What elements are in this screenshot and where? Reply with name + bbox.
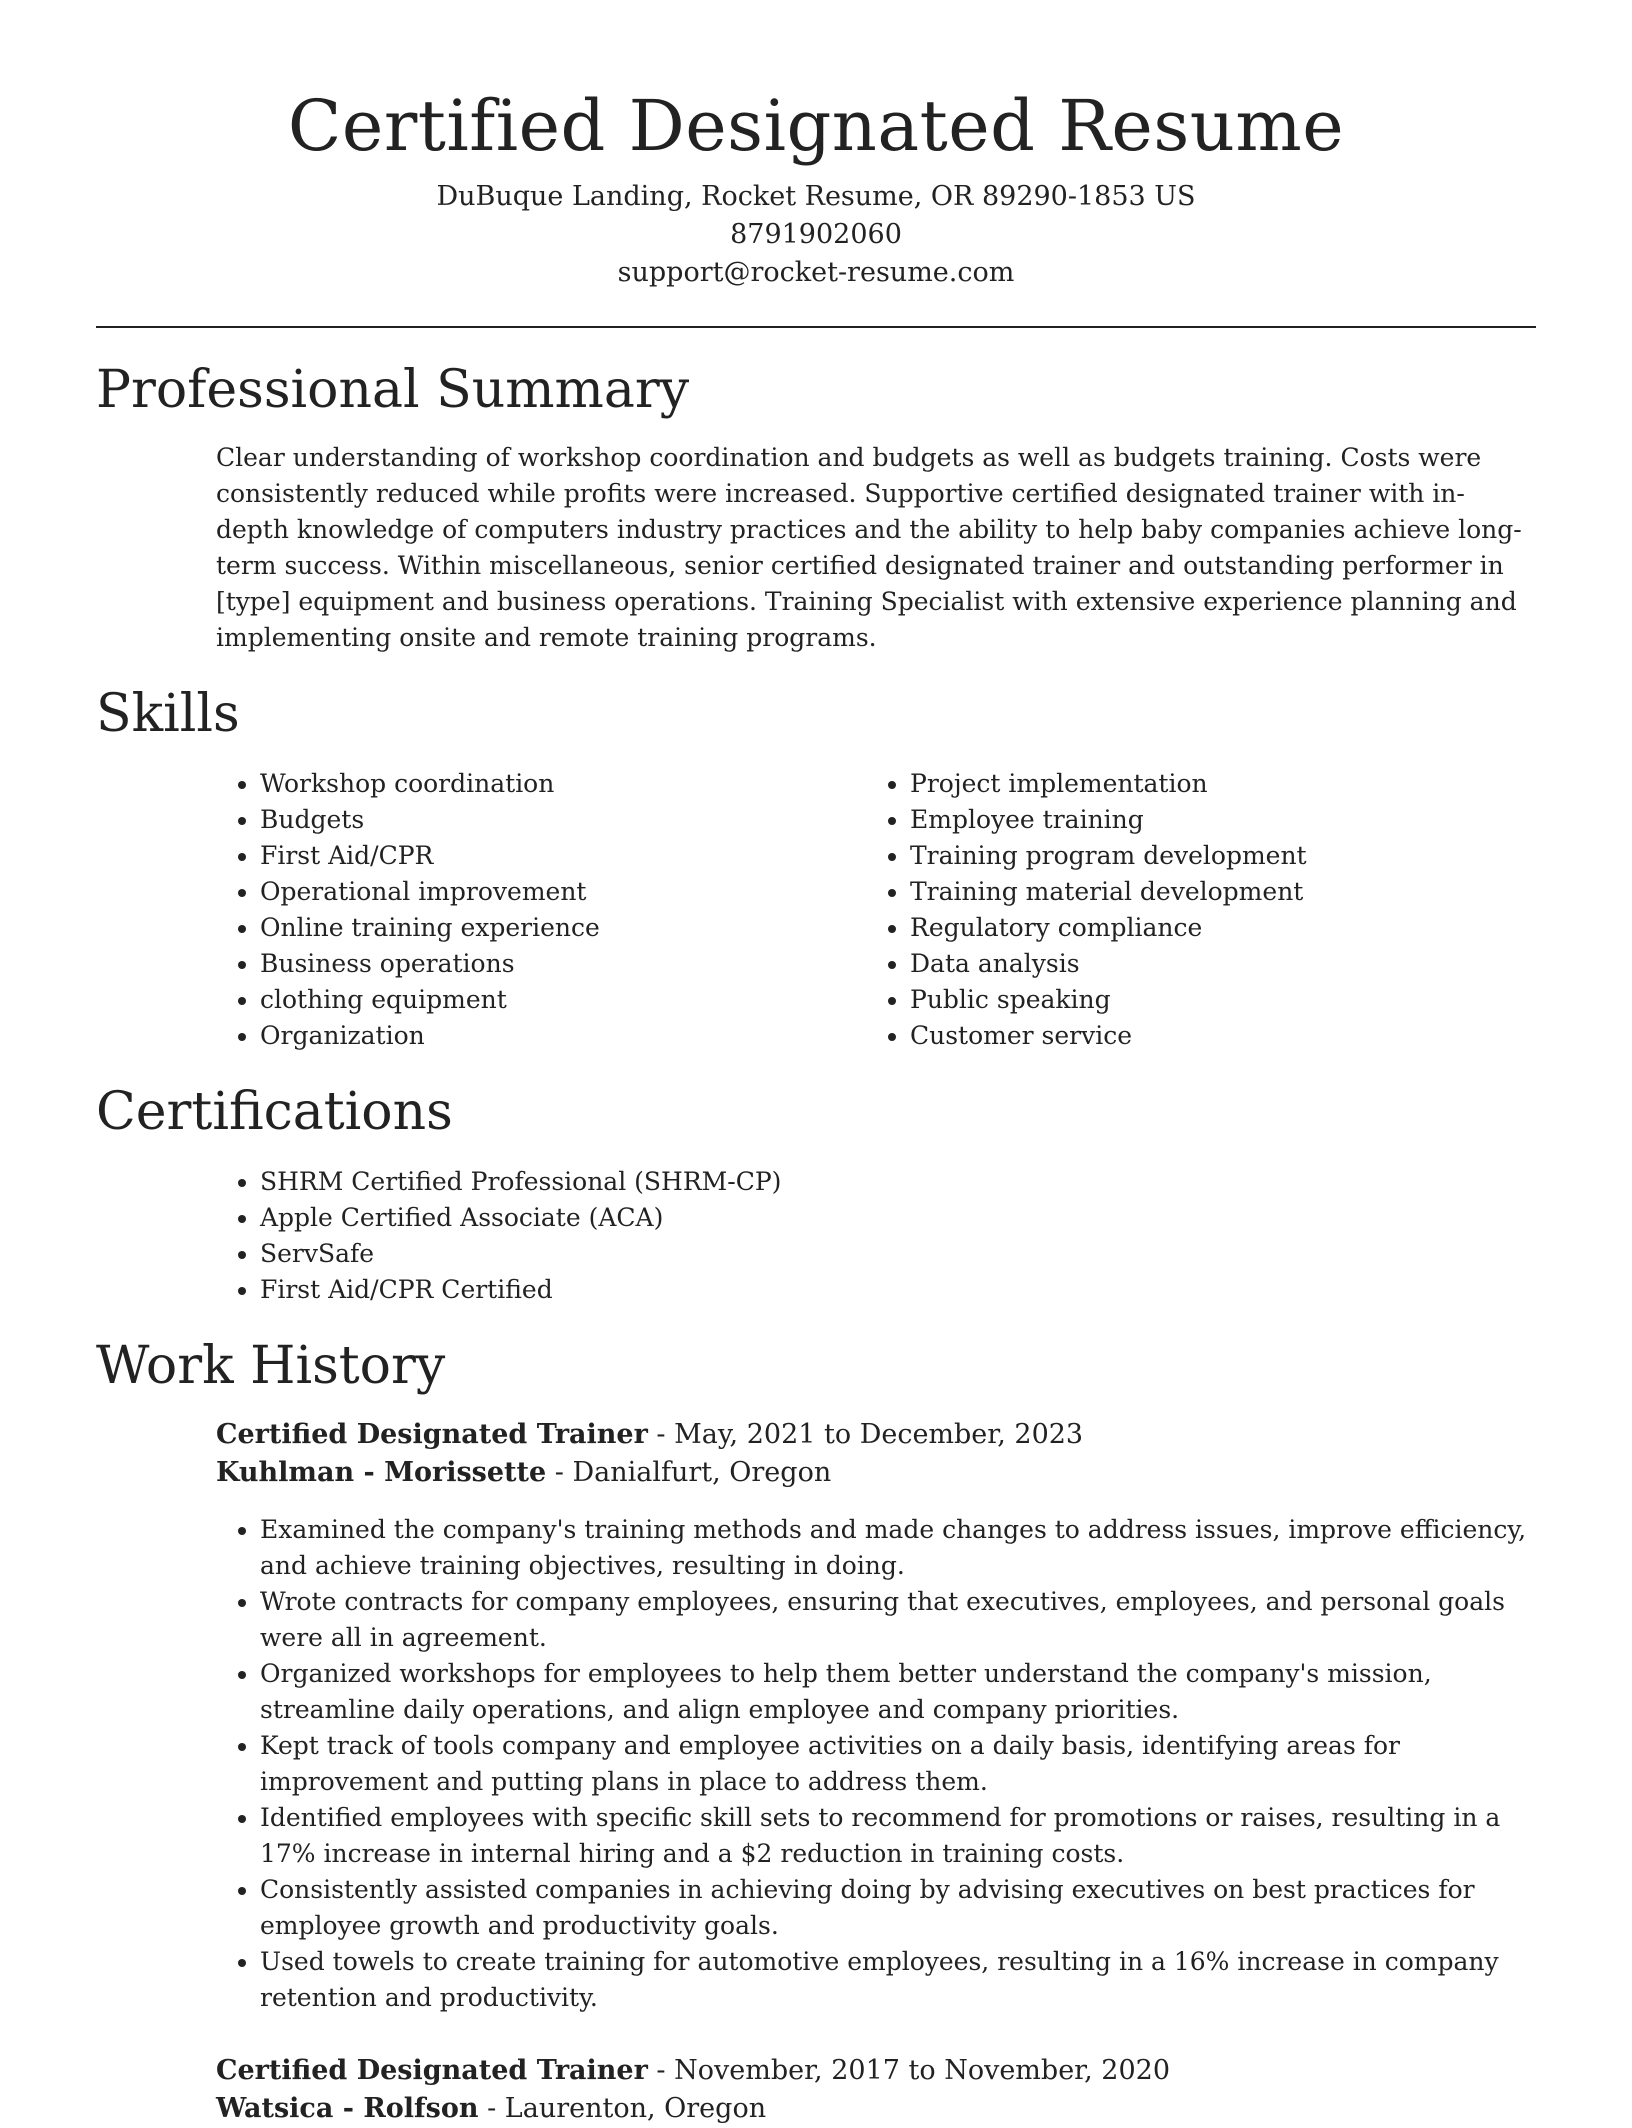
skill-item: • Project implementation bbox=[910, 766, 1516, 802]
skills-column-right bbox=[866, 766, 1516, 1054]
certification-item: • First Aid/CPR Certified bbox=[260, 1272, 1536, 1308]
job-entry bbox=[216, 1416, 1536, 2016]
skill-item: • Budgets bbox=[260, 802, 866, 838]
skill-item: • Regulatory compliance bbox=[910, 910, 1516, 946]
job-company: Watsica - Rolfson bbox=[216, 2093, 479, 2124]
address: DuBuque Landing, Rocket Resume, OR 89290-1853 US bbox=[436, 181, 1196, 212]
job-company: Kuhlman - Morissette bbox=[216, 1457, 547, 1488]
skill-item: • Customer service bbox=[910, 1018, 1516, 1054]
job-location: - Laurenton, Oregon bbox=[478, 2093, 767, 2124]
job-dates: - November, 2017 to November, 2020 bbox=[647, 2055, 1170, 2086]
job-entry bbox=[216, 2052, 1536, 2128]
resume-page bbox=[96, 0, 1536, 2128]
job-role: Certified Designated Trainer bbox=[216, 1419, 648, 1450]
contact-block bbox=[96, 178, 1536, 292]
header-divider bbox=[96, 326, 1536, 328]
skill-item: • Business operations bbox=[260, 946, 866, 982]
job-title-line bbox=[216, 1416, 1536, 1454]
job-company-line bbox=[216, 2090, 1536, 2128]
job-dates: - May, 2021 to December, 2023 bbox=[647, 1419, 1084, 1450]
job-bullet: • Wrote contracts for company employees, ensuring that executives, employees, and personal goals were all in agreement. bbox=[260, 1584, 1530, 1656]
summary-heading: Professional Summary bbox=[96, 360, 690, 420]
certification-item: • Apple Certified Associate (ACA) bbox=[260, 1200, 1536, 1236]
email: support@rocket-resume.com bbox=[617, 257, 1015, 288]
job-bullet: • Identified employees with specific skill sets to recommend for promotions or raises, resulting in a 17% increase in internal hiring and a $2 reduction in training costs. bbox=[260, 1800, 1530, 1872]
certification-item: • SHRM Certified Professional (SHRM-CP) bbox=[260, 1164, 1536, 1200]
skill-item: • First Aid/CPR bbox=[260, 838, 866, 874]
skill-item: • Online training experience bbox=[260, 910, 866, 946]
skill-item: • clothing equipment bbox=[260, 982, 866, 1018]
job-bullet: • Examined the company's training methods and made changes to address issues, improve efficiency, and achieve training objectives, resulting in doing. bbox=[260, 1512, 1530, 1584]
skills-list bbox=[216, 766, 1536, 1054]
certification-item: • ServSafe bbox=[260, 1236, 1536, 1272]
job-company-line bbox=[216, 1454, 1536, 1492]
skill-item: • Data analysis bbox=[910, 946, 1516, 982]
resume-title: Certified Designated Resume bbox=[287, 85, 1345, 167]
skill-item: • Organization bbox=[260, 1018, 866, 1054]
job-title-line bbox=[216, 2052, 1536, 2090]
job-bullet: • Used towels to create training for automotive employees, resulting in a 16% increase in company retention and productivity. bbox=[260, 1944, 1530, 2016]
phone: 8791902060 bbox=[730, 219, 902, 250]
skill-item: • Training material development bbox=[910, 874, 1516, 910]
certifications-list bbox=[216, 1164, 1536, 1308]
skill-item: • Operational improvement bbox=[260, 874, 866, 910]
job-bullet: • Kept track of tools company and employee activities on a daily basis, identifying areas for improvement and putting plans in place to address them. bbox=[260, 1728, 1530, 1800]
summary-text: Clear understanding of workshop coordination and budgets as well as budgets training. Costs were consistently reduced while profits were increased. Supportive certified designated trainer with in-depth knowledge of computers industry practices and the ability to help baby companies achieve long-term success. Within miscellaneous, senior certified designated trainer and outstanding performer in [type] equipment and business operations. Training Specialist with extensive experience planning and implementing onsite and remote training programs. bbox=[216, 443, 1522, 652]
skills-heading: Skills bbox=[96, 684, 240, 744]
skill-item: • Workshop coordination bbox=[260, 766, 866, 802]
skill-item: • Employee training bbox=[910, 802, 1516, 838]
job-bullets bbox=[216, 1512, 1536, 2016]
job-location: - Danialfurt, Oregon bbox=[546, 1457, 832, 1488]
job-bullet: • Consistently assisted companies in achieving doing by advising executives on best practices for employee growth and productivity goals. bbox=[260, 1872, 1530, 1944]
skills-column-left bbox=[216, 766, 866, 1054]
skill-item: • Public speaking bbox=[910, 982, 1516, 1018]
skill-item: • Training program development bbox=[910, 838, 1516, 874]
job-role: Certified Designated Trainer bbox=[216, 2055, 648, 2086]
certifications-heading: Certifications bbox=[96, 1082, 453, 1142]
job-bullet: • Organized workshops for employees to help them better understand the company's mission, streamline daily operations, and align employee and company priorities. bbox=[260, 1656, 1530, 1728]
work-history-heading: Work History bbox=[96, 1336, 446, 1396]
